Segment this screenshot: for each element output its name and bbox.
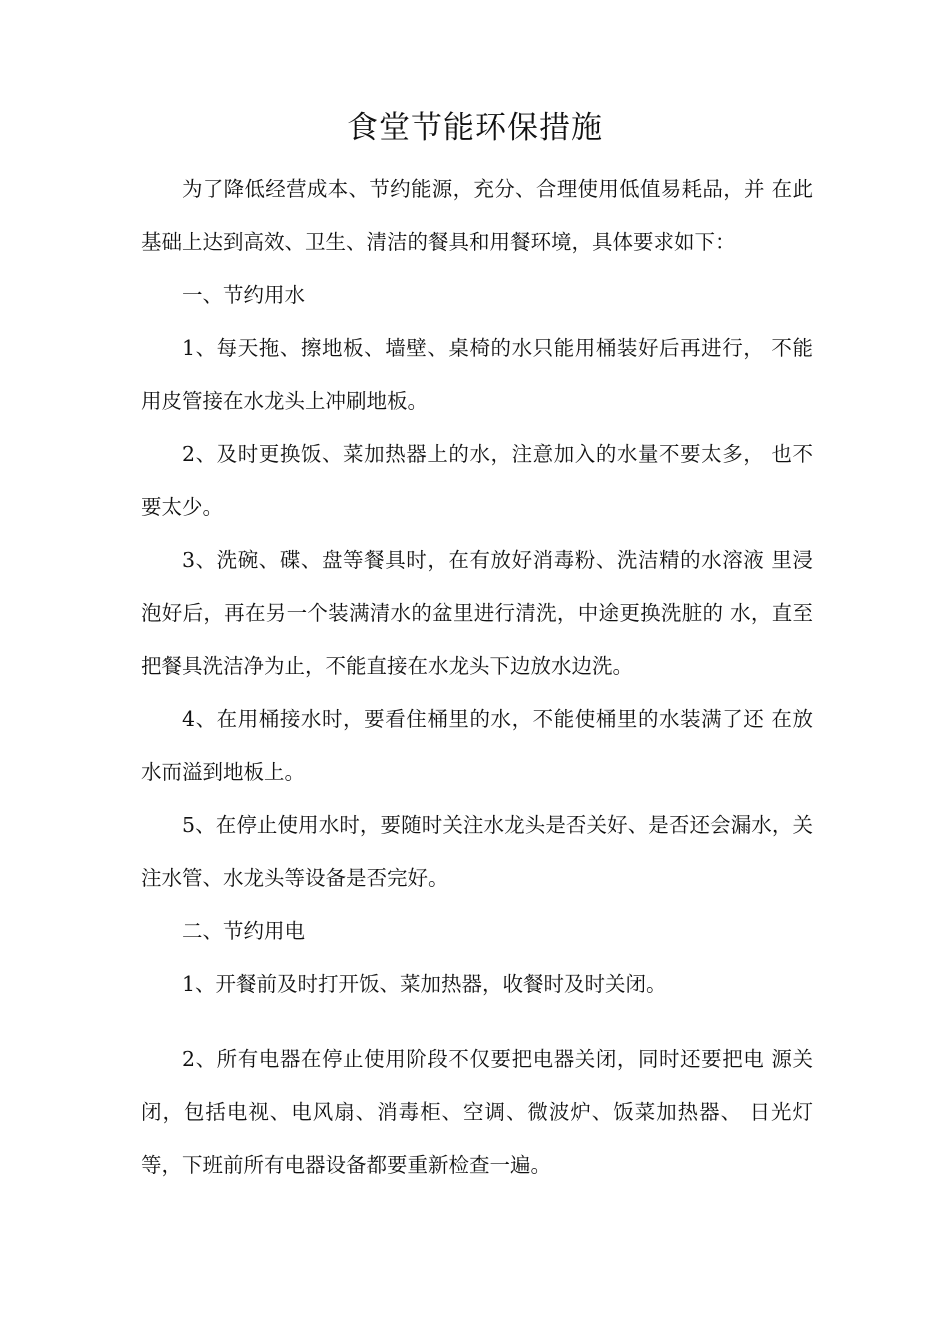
intro-paragraph: 为了降低经营成本、节约能源，充分、合理使用低值易耗品，并 在此基础上达到高效、卫生、清洁的餐具和用餐环境，具体要求如下： bbox=[141, 177, 813, 254]
water-item-2: 2、及时更换饭、菜加热器上的水，注意加入的水量不要太多， 也不要太少。 bbox=[141, 442, 813, 519]
document-title: 食堂节能环保措施 bbox=[347, 110, 603, 146]
water-item-4: 4、在用桶接水时，要看住桶里的水，不能使桶里的水装满了还 在放水而溢到地板上。 bbox=[141, 707, 813, 784]
water-item-5: 5、在停止使用水时，要随时关注水龙头是否关好、是否还会漏水，关注水管、水龙头等设备是否完好。 bbox=[141, 813, 813, 890]
electricity-item-1: 1、开餐前及时打开饭、菜加热器，收餐时及时关闭。 bbox=[182, 972, 667, 996]
document-body bbox=[141, 163, 813, 1192]
section-heading-water: 一、节约用水 bbox=[182, 283, 305, 307]
section-heading-electricity: 二、节约用电 bbox=[182, 919, 305, 943]
water-item-1: 1、每天拖、擦地板、墙壁、桌椅的水只能用桶装好后再进行， 不能用皮管接在水龙头上冲刷地板。 bbox=[141, 336, 813, 413]
water-item-3: 3、洗碗、碟、盘等餐具时，在有放好消毒粉、洗洁精的水溶液 里浸泡好后，再在另一个装满清水的盆里进行清洗，中途更换洗脏的 水，直至把餐具洗洁净为止，不能直接在水龙头下边放水边洗。 bbox=[141, 548, 813, 678]
electricity-item-2: 2、所有电器在停止使用阶段不仅要把电器关闭，同时还要把电 源关闭，包括电视、电风扇、消毒柜、空调、微波炉、饭菜加热器、 日光灯等，下班前所有电器设备都要重新检查一遍。 bbox=[141, 1047, 813, 1177]
